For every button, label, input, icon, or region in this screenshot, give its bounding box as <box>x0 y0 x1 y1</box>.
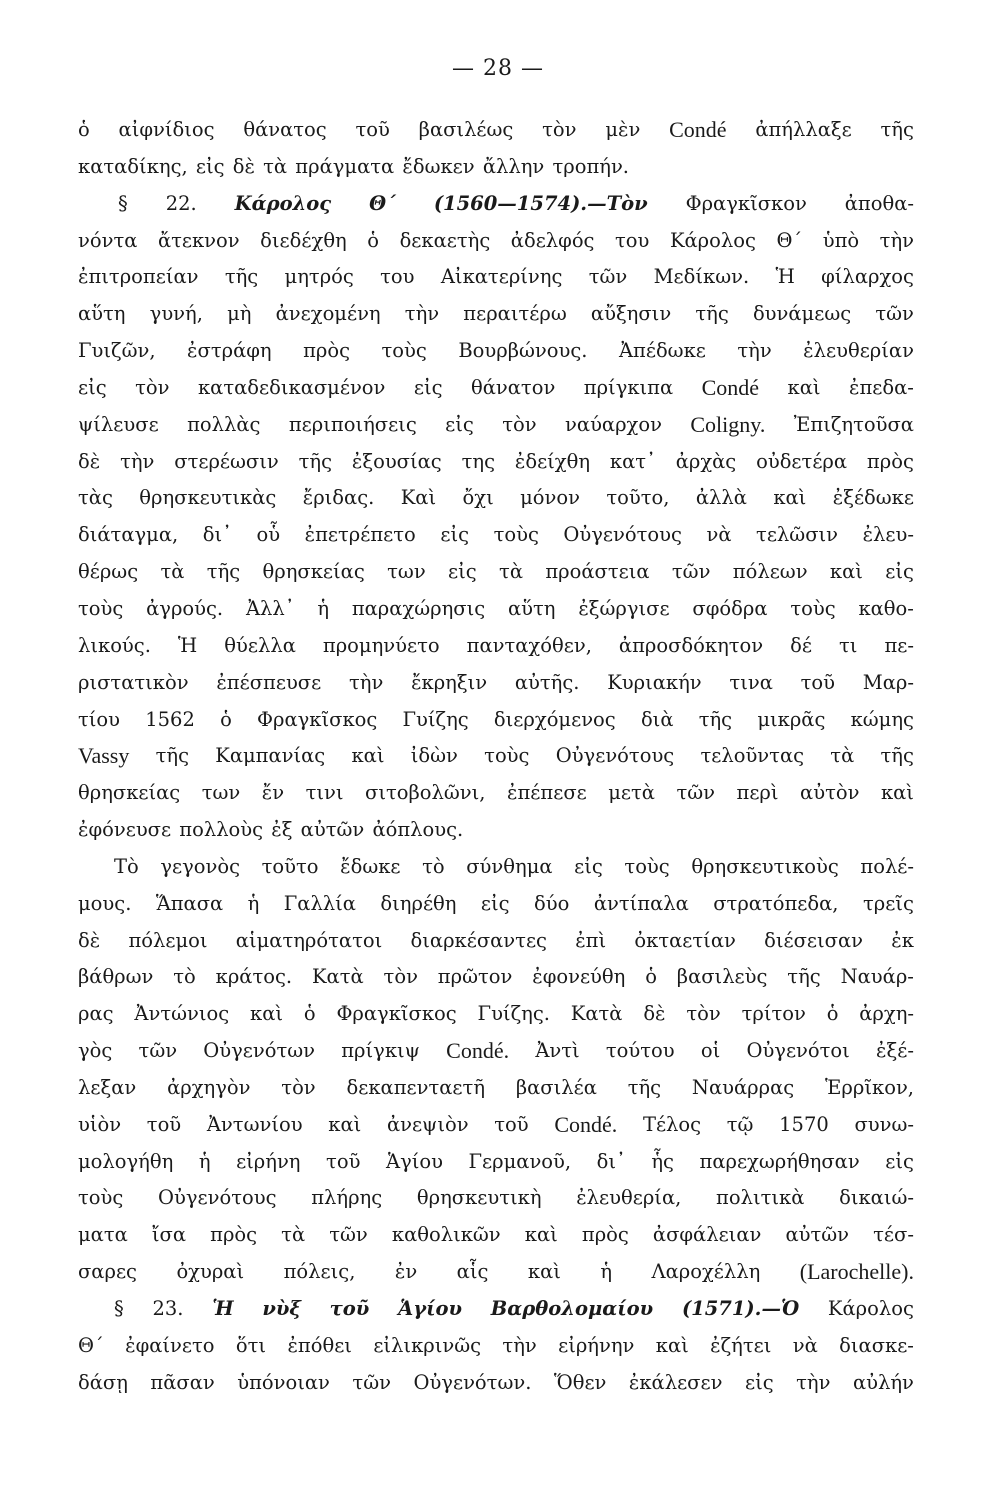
text-line: § 22. Κάρολος Θ΄ (1560—1574).—Τὸν Φραγκῖσκον ἀποθα- <box>118 191 914 215</box>
text-line: Θ΄ ἐφαίνετο ὅτι ἐπόθει εἰλικρινῶς τὴν εἰρήνην καὶ ἐζήτει νὰ διασκε- <box>78 1333 914 1357</box>
text-line: υἱὸν τοῦ Ἀντωνίου καὶ ἀνεψιὸν τοῦ Condé. Τέλος τῷ 1570 συνω- <box>78 1111 914 1137</box>
text-line: βάθρων τὸ κράτος. Κατὰ τὸν πρῶτον ἐφονεύθη ὁ βασιλεὺς τῆς Ναυάρ- <box>78 965 914 989</box>
text-line: αὕτη γυνή, μὴ ἀνεχομένη τὴν περαιτέρω αὔξησιν τῆς δυνάμεως τῶν <box>78 302 914 326</box>
text-line: Τὸ γεγονὸς τοῦτο ἔδωκε τὸ σύνθημα εἰς τοὺς θρησκευτικοὺς πολέ- <box>114 854 914 878</box>
text-line: ἐφόνευσε πολλοὺς ἐξ αὐτῶν ἀόπλους. <box>78 818 464 842</box>
text-line: δάσῃ πᾶσαν ὑπόνοιαν τῶν Οὐγενότων. Ὅθεν ἐκάλεσεν εἰς τὴν αὐλήν <box>78 1370 914 1394</box>
text-line: τοὺς ἀγρούς. Ἀλλ᾽ ἡ παραχώρησις αὕτη ἐξώργισε σφόδρα τοὺς καθο- <box>78 596 914 620</box>
text-line: γὸς τῶν Οὐγενότων πρίγκιψ Condé. Ἀντὶ τούτου οἱ Οὐγενότοι ἐξέ- <box>78 1038 914 1064</box>
text-line: καταδίκης, εἰς δὲ τὰ πράγματα ἔδωκεν ἄλλην τροπήν. <box>78 154 629 178</box>
text-line: θρησκείας των ἔν τινι σιτοβολῶνι, ἐπέπεσε μετὰ τῶν περὶ αὐτὸν καὶ <box>78 781 914 805</box>
text-line: Vassy τῆς Καμπανίας καὶ ἰδὼν τοὺς Οὐγενότους τελοῦντας τὰ τῆς <box>78 743 914 769</box>
text-line: δὲ τὴν στερέωσιν τῆς ἐξουσίας της ἐδείχθη κατ᾽ ἀρχὰς οὐδετέρα πρὸς <box>78 449 914 473</box>
text-line: λικούς. Ἡ θύελλα προμηνύετο πανταχόθεν, ἀπροσδόκητον δέ τι πε- <box>78 633 914 657</box>
text-line: τοὺς Οὐγενότους πλήρης θρησκευτικὴ ἐλευθερία, πολιτικὰ δικαιώ- <box>78 1186 914 1210</box>
text-line: ὁ αἰφνίδιος θάνατος τοῦ βασιλέως τὸν μὲν Condé ἀπήλλαξε τῆς <box>78 117 914 142</box>
text-line: ἐπιτροπείαν τῆς μητρός του Αἰκατερίνης τῶν Μεδίκων. Ἡ φίλαρχος <box>78 265 914 289</box>
text-line: θέρως τὰ τῆς θρησκείας των εἰς τὰ προάστεια τῶν πόλεων καὶ εἰς <box>78 560 914 584</box>
text-line: μους. Ἅπασα ἡ Γαλλία διηρέθη εἰς δύο ἀντίπαλα στρατόπεδα, τρεῖς <box>78 891 914 915</box>
text-line: διάταγμα, δι᾽ οὗ ἐπετρέπετο εἰς τοὺς Οὐγενότους νὰ τελῶσιν ἐλευ- <box>78 523 914 547</box>
text-line: ματα ἴσα πρὸς τὰ τῶν καθολικῶν καὶ πρὸς ἀσφάλειαν αὐτῶν τέσ- <box>78 1223 914 1247</box>
text-line: δὲ πόλεμοι αἱματηρότατοι διαρκέσαντες ἐπὶ ὀκταετίαν διέσεισαν ἐκ <box>78 928 914 952</box>
text-line: νόντα ἄτεκνον διεδέχθη ὁ δεκαετὴς ἀδελφός του Κάρολος Θ΄ ὑπὸ τὴν <box>78 228 914 252</box>
text-line: ριστατικὸν ἐπέσπευσε τὴν ἔκρηξιν αὐτῆς. Κυριακήν τινα τοῦ Μαρ- <box>78 670 914 694</box>
text-line: § 23. Ἡ νὺξ τοῦ Ἁγίου Βαρθολομαίου (1571).—Ὁ Κάρολος <box>114 1297 914 1320</box>
page-number: — 28 — <box>452 56 544 81</box>
text-line: τίου 1562 ὁ Φραγκῖσκος Γυίζης διερχόμενος διὰ τῆς μικρᾶς κώμης <box>78 707 914 731</box>
document-body <box>78 112 914 1402</box>
text-line: ψίλευσε πολλὰς περιποιήσεις εἰς τὸν ναύαρχον Coligny. Ἐπιζητοῦσα <box>78 411 914 437</box>
text-line: μολογήθη ἡ εἰρήνη τοῦ Ἁγίου Γερμανοῦ, δι᾽ ἧς παρεχωρήθησαν εἰς <box>78 1149 914 1173</box>
text-line: λεξαν ἀρχηγὸν τὸν δεκαπενταετῆ βασιλέα τῆς Ναυάρρας Ἑρρῖκον, <box>78 1075 914 1099</box>
text-line: Γυιζῶν, ἐστράφη πρὸς τοὺς Βουρβώνους. Ἀπέδωκε τὴν ἐλευθερίαν <box>78 339 914 363</box>
text-line: εἰς τὸν καταδεδικασμένον εἰς θάνατον πρίγκιπα Condé καὶ ἐπεδα- <box>78 374 914 400</box>
text-line: τὰς θρησκευτικὰς ἔριδας. Καὶ ὄχι μόνον τοῦτο, ἀλλὰ καὶ ἐξέδωκε <box>78 486 914 510</box>
text-line: σαρες ὀχυραὶ πόλεις, ἐν αἷς καὶ ἡ Λαροχέλλη (Larochelle). <box>78 1259 914 1285</box>
text-line: ρας Ἀντώνιος καὶ ὁ Φραγκῖσκος Γυίζης. Κατὰ δὲ τὸν τρίτον ὁ ἀρχη- <box>78 1002 914 1026</box>
